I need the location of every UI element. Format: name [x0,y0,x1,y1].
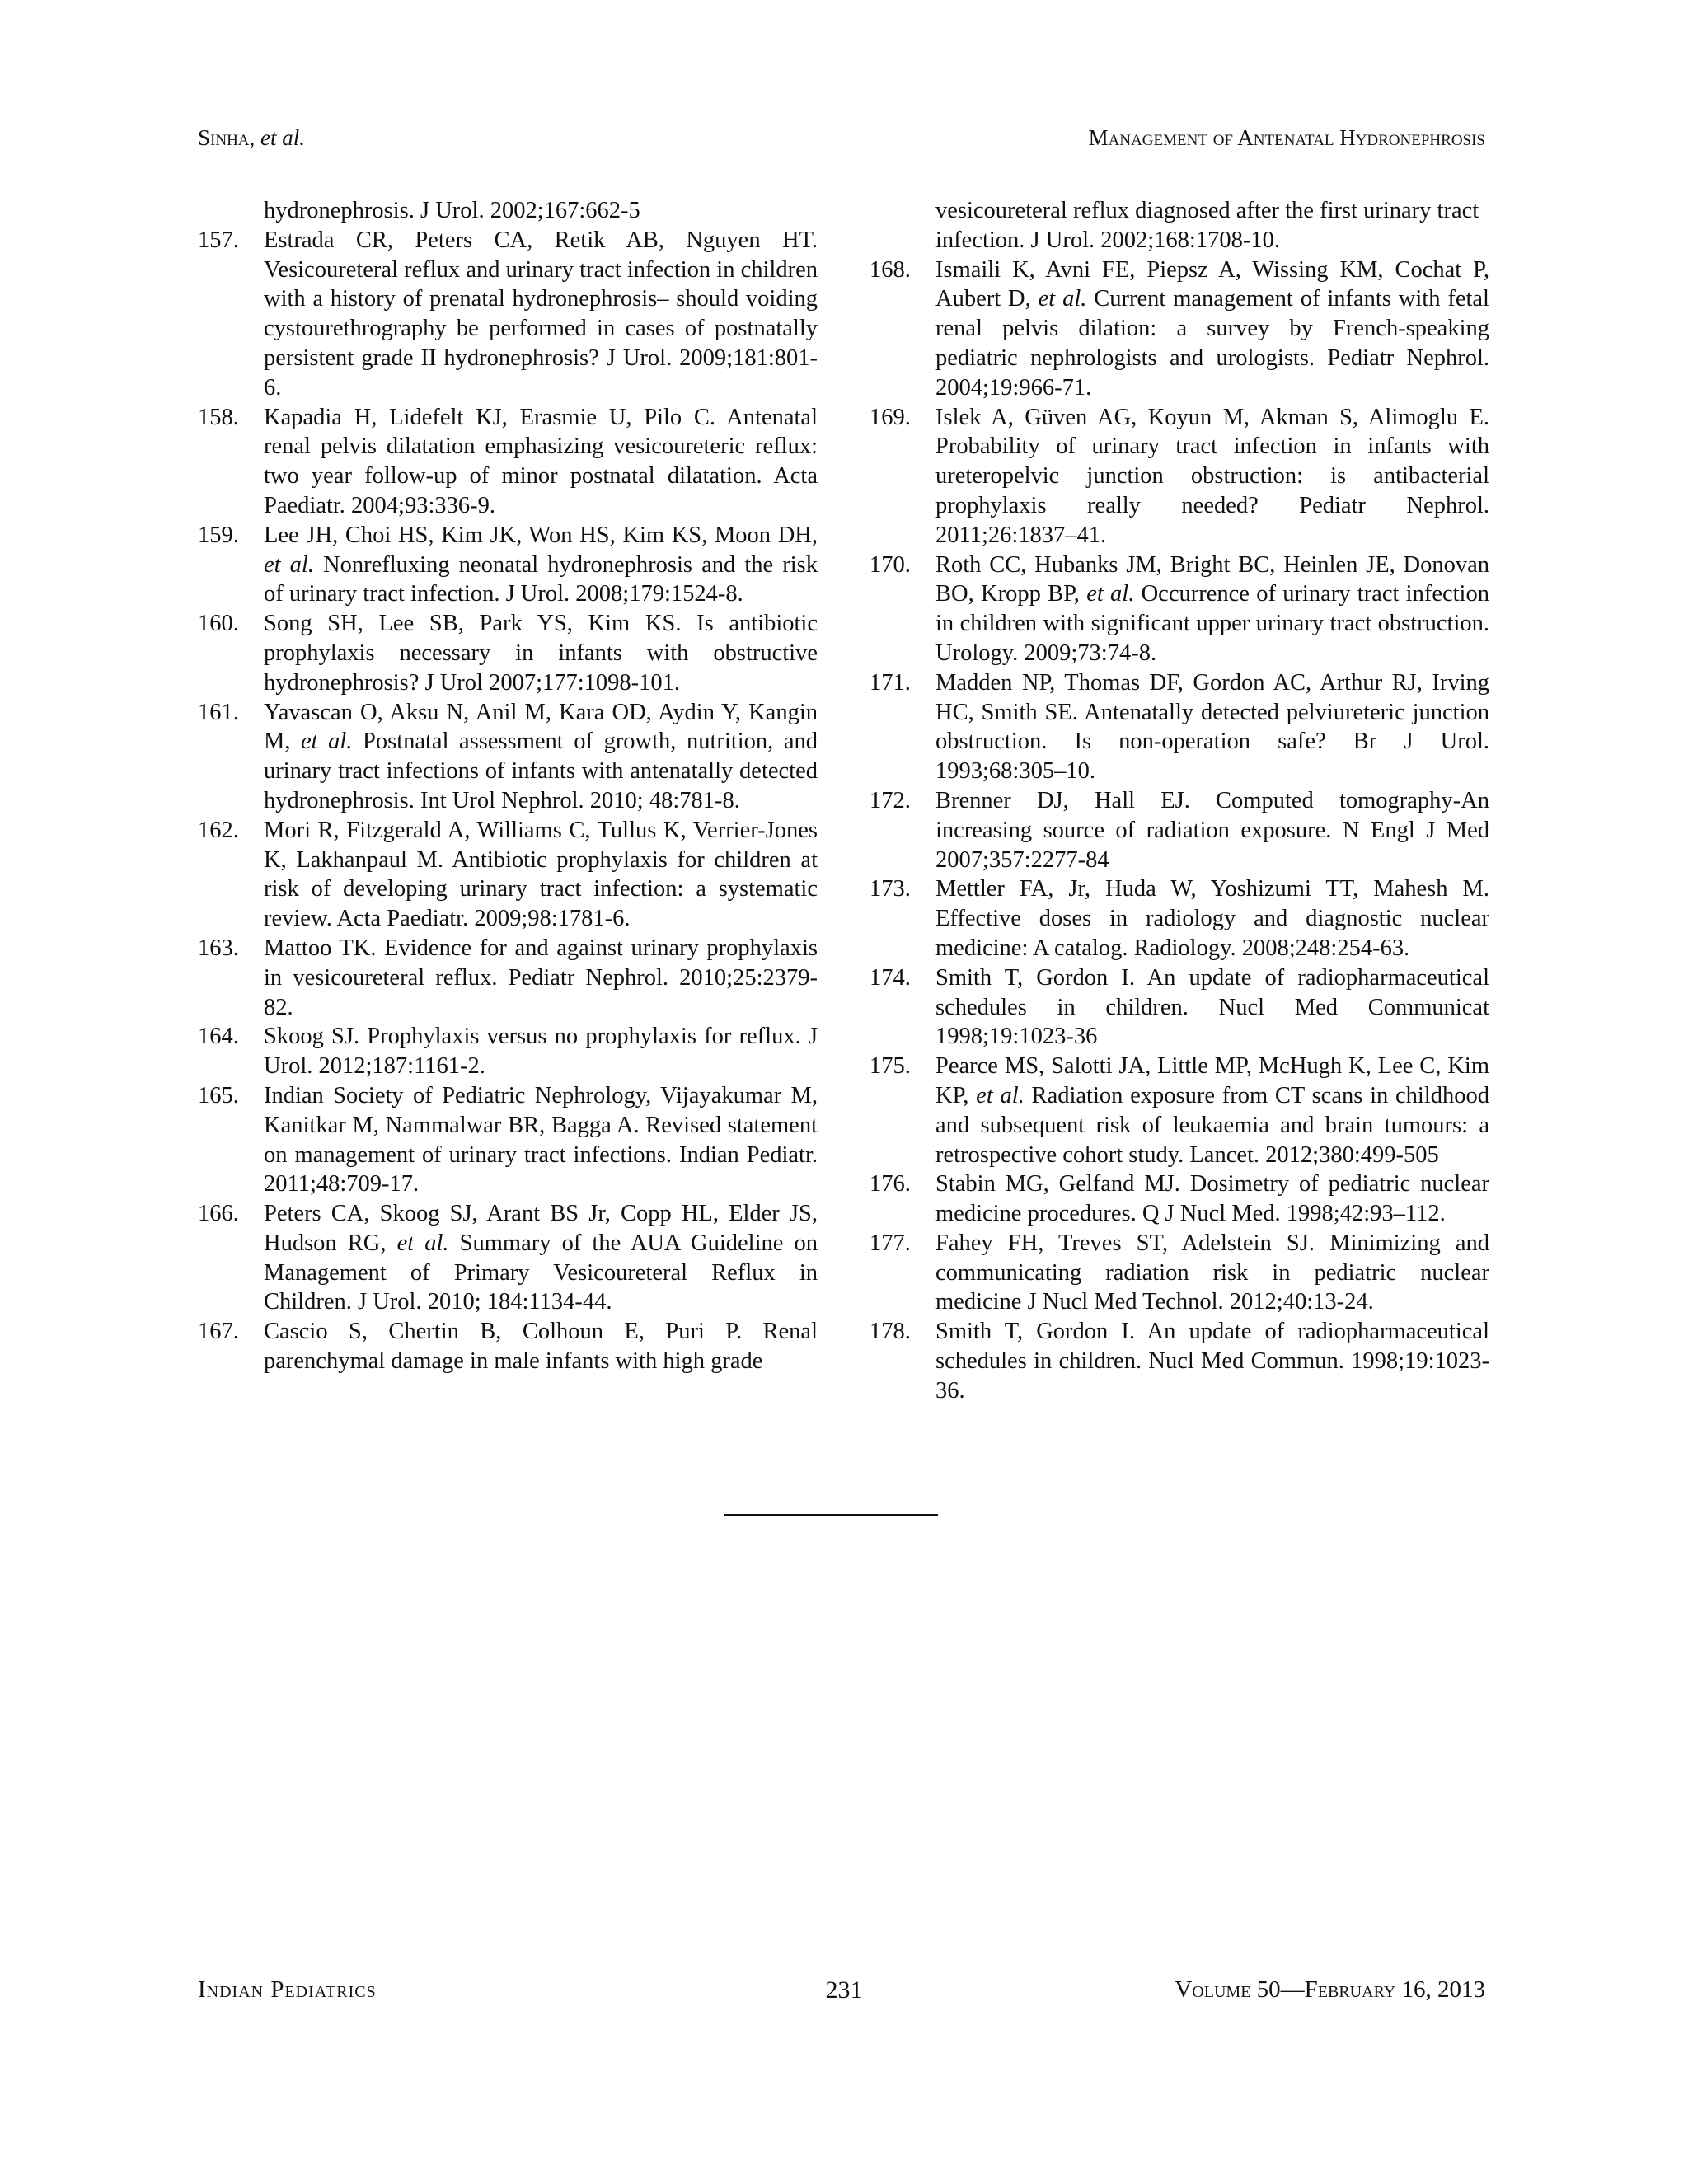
reference-item [870,874,1489,963]
reference-item [198,403,818,521]
reference-number: 163. [198,935,239,961]
reference-text: hydronephrosis. J Urol. 2002;167:662-5 [264,198,640,223]
reference-text: Mattoo TK. Evidence for and against urinary prophylaxis in vesicoureteral reflux. Pediatr Nephrol. 2010;25:2379-82. [264,935,818,1020]
running-header-title: Management of Antenatal Hydronephrosis [1088,125,1485,150]
reference-text: Mettler FA, Jr, Huda W, Yoshizumi TT, Mahesh M. Effective doses in radiology and diagnostic nuclear medicine: A catalog. Radiology. 2008;248:254-63. [935,876,1489,961]
reference-item [870,1229,1489,1317]
reference-item [198,609,818,697]
reference-item [870,963,1489,1052]
reference-number: 171. [870,669,911,696]
reference-item [198,521,818,609]
reference-item [198,698,818,816]
reference-text: Indian Society of Pediatric Nephrology, Vijayakumar M, Kanitkar M, Nammalwar BR, Bagga A. Revised statement on management of urinary tract infections. Indian Pediatr. 2011;48:709-17. [264,1082,818,1197]
reference-item [870,1052,1489,1169]
reference-item [198,1081,818,1199]
reference-number: 173. [870,876,911,902]
reference-text: Roth CC, Hubanks JM, Bright BC, Heinlen JE, Donovan BO, Kropp BP, et al. Occurrence of urinary tract infection in children with significant upper urinary tract obstruction. Urology. 2009;73:74-8. [935,551,1489,666]
reference-number: 158. [198,404,239,430]
reference-number: 174. [870,964,911,991]
reference-item [198,934,818,1022]
reference-text: Peters CA, Skoog SJ, Arant BS Jr, Copp HL, Elder JS, Hudson RG, et al. Summary of the AUA Guideline on Management of Primary Vesicoureteral Reflux in Children. J Urol. 2010; 184:1134-44. [264,1201,818,1315]
footer-journal-name: Indian Pediatrics [198,1976,377,2003]
reference-item [870,786,1489,874]
reference-number: 160. [198,611,239,637]
reference-number: 165. [198,1082,239,1108]
reference-number: 166. [198,1201,239,1227]
reference-number: 178. [870,1319,911,1345]
reference-item [870,1169,1489,1229]
reference-number: 167. [198,1319,239,1345]
header-etal: et al. [255,125,306,150]
reference-item [198,1022,818,1081]
reference-number: 169. [870,404,911,430]
footer-page-number: 231 [825,1976,863,2004]
reference-column-right [870,196,1489,1406]
reference-item [870,551,1489,668]
reference-text: Song SH, Lee SB, Park YS, Kim KS. Is antibiotic prophylaxis necessary in infants with obstructive hydronephrosis? J Urol 2007;177:1098-101. [264,611,818,696]
reference-item [198,1199,818,1317]
reference-number: 168. [870,256,911,283]
reference-item [198,1317,818,1376]
reference-item [870,1317,1489,1405]
reference-text: Lee JH, Choi HS, Kim JK, Won HS, Kim KS, Moon DH, et al. Nonrefluxing neonatal hydronephrosis and the risk of urinary tract infection. J Urol. 2008;179:1524-8. [264,522,818,607]
header-author-name: Sinha, [198,125,256,150]
reference-text: Mori R, Fitzgerald A, Williams C, Tullus K, Verrier-Jones K, Lakhanpaul M. Antibiotic prophylaxis for children at risk of developing urinary tract infection: a systematic review. Acta Paediatr. 2009;98:1781-6. [264,817,818,932]
reference-number: 164. [198,1024,239,1050]
reference-number: 159. [198,522,239,548]
reference-text: Stabin MG, Gelfand MJ. Dosimetry of pediatric nuclear medicine procedures. Q J Nucl Med. 1998;42:93–112. [935,1171,1489,1227]
reference-item [198,196,818,226]
footer-issue-info: Volume 50—February 16, 2013 [1175,1976,1485,2003]
reference-number: 175. [870,1053,911,1080]
reference-item [870,403,1489,551]
reference-text: Smith T, Gordon I. An update of radiopharmaceutical schedules in children. Nucl Med Communicat 1998;19:1023-36 [935,964,1489,1050]
reference-text: Smith T, Gordon I. An update of radiopharmaceutical schedules in children. Nucl Med Commun. 1998;19:1023-36. [935,1319,1489,1404]
reference-text: Madden NP, Thomas DF, Gordon AC, Arthur RJ, Irving HC, Smith SE. Antenatally detected pelviureteric junction obstruction. Is non-operation safe? Br J Urol. 1993;68:305–10. [935,669,1489,785]
reference-text: Pearce MS, Salotti JA, Little MP, McHugh K, Lee C, Kim KP, et al. Radiation exposure from CT scans in childhood and subsequent risk of leukaemia and brain tumours: a retrospective cohort study. Lancet. 2012;380:499-505 [935,1053,1489,1168]
reference-text: Kapadia H, Lidefelt KJ, Erasmie U, Pilo C. Antenatal renal pelvis dilatation emphasizing vesicoureteric reflux: two year follow-up of minor postnatal dilatation. Acta Paediatr. 2004;93:336-9. [264,404,818,518]
reference-item [870,668,1489,786]
reference-number: 170. [870,551,911,578]
reference-number: 172. [870,787,911,813]
reference-text: Cascio S, Chertin B, Colhoun E, Puri P. Renal parenchymal damage in male infants with high grade [264,1319,818,1375]
reference-text: Skoog SJ. Prophylaxis versus no prophylaxis for reflux. J Urol. 2012;187:1161-2. [264,1024,818,1080]
reference-number: 157. [198,227,239,253]
reference-number: 161. [198,699,239,725]
reference-number: 162. [198,817,239,843]
reference-column-left [198,196,818,1376]
reference-text: Estrada CR, Peters CA, Retik AB, Nguyen HT. Vesicoureteral reflux and urinary tract infection in children with a history of prenatal hydronephrosis– should voiding cystourethrography be performed in cases of postnatally persistent grade II hydronephrosis? J Urol. 2009;181:801-6. [264,227,818,401]
reference-text: Fahey FH, Treves ST, Adelstein SJ. Minimizing and communicating radiation risk in pediatric nuclear medicine J Nucl Med Technol. 2012;40:13-24. [935,1230,1489,1315]
reference-text: Islek A, Güven AG, Koyun M, Akman S, Alimoglu E. Probability of urinary tract infection in infants with ureteropelvic junction obstruction: is antibacterial prophylaxis really needed? Pediatr Nephrol. 2011;26:1837–41. [935,404,1489,548]
reference-text: Yavascan O, Aksu N, Anil M, Kara OD, Aydin Y, Kangin M, et al. Postnatal assessment of growth, nutrition, and urinary tract infections of infants with antenatally detected hydronephrosis. Int Urol Nephrol. 2010; 48:781-8. [264,699,818,813]
reference-item [870,255,1489,403]
running-header-author [198,125,305,151]
reference-text: Ismaili K, Avni FE, Piepsz A, Wissing KM, Cochat P, Aubert D, et al. Current management of infants with fetal renal pelvis dilation: a survey by French-speaking pediatric nephrologists and urologists. Pediatr Nephrol. 2004;19:966-71. [935,256,1489,401]
reference-text: vesicoureteral reflux diagnosed after the first urinary tract infection. J Urol. 2002;168:1708-10. [935,198,1479,253]
reference-item [198,226,818,403]
reference-text: Brenner DJ, Hall EJ. Computed tomography-An increasing source of radiation exposure. N Engl J Med 2007;357:2277-84 [935,787,1489,873]
reference-number: 177. [870,1230,911,1256]
reference-number: 176. [870,1171,911,1197]
end-of-article-rule [724,1514,938,1516]
reference-item [198,816,818,934]
reference-item [870,196,1489,255]
